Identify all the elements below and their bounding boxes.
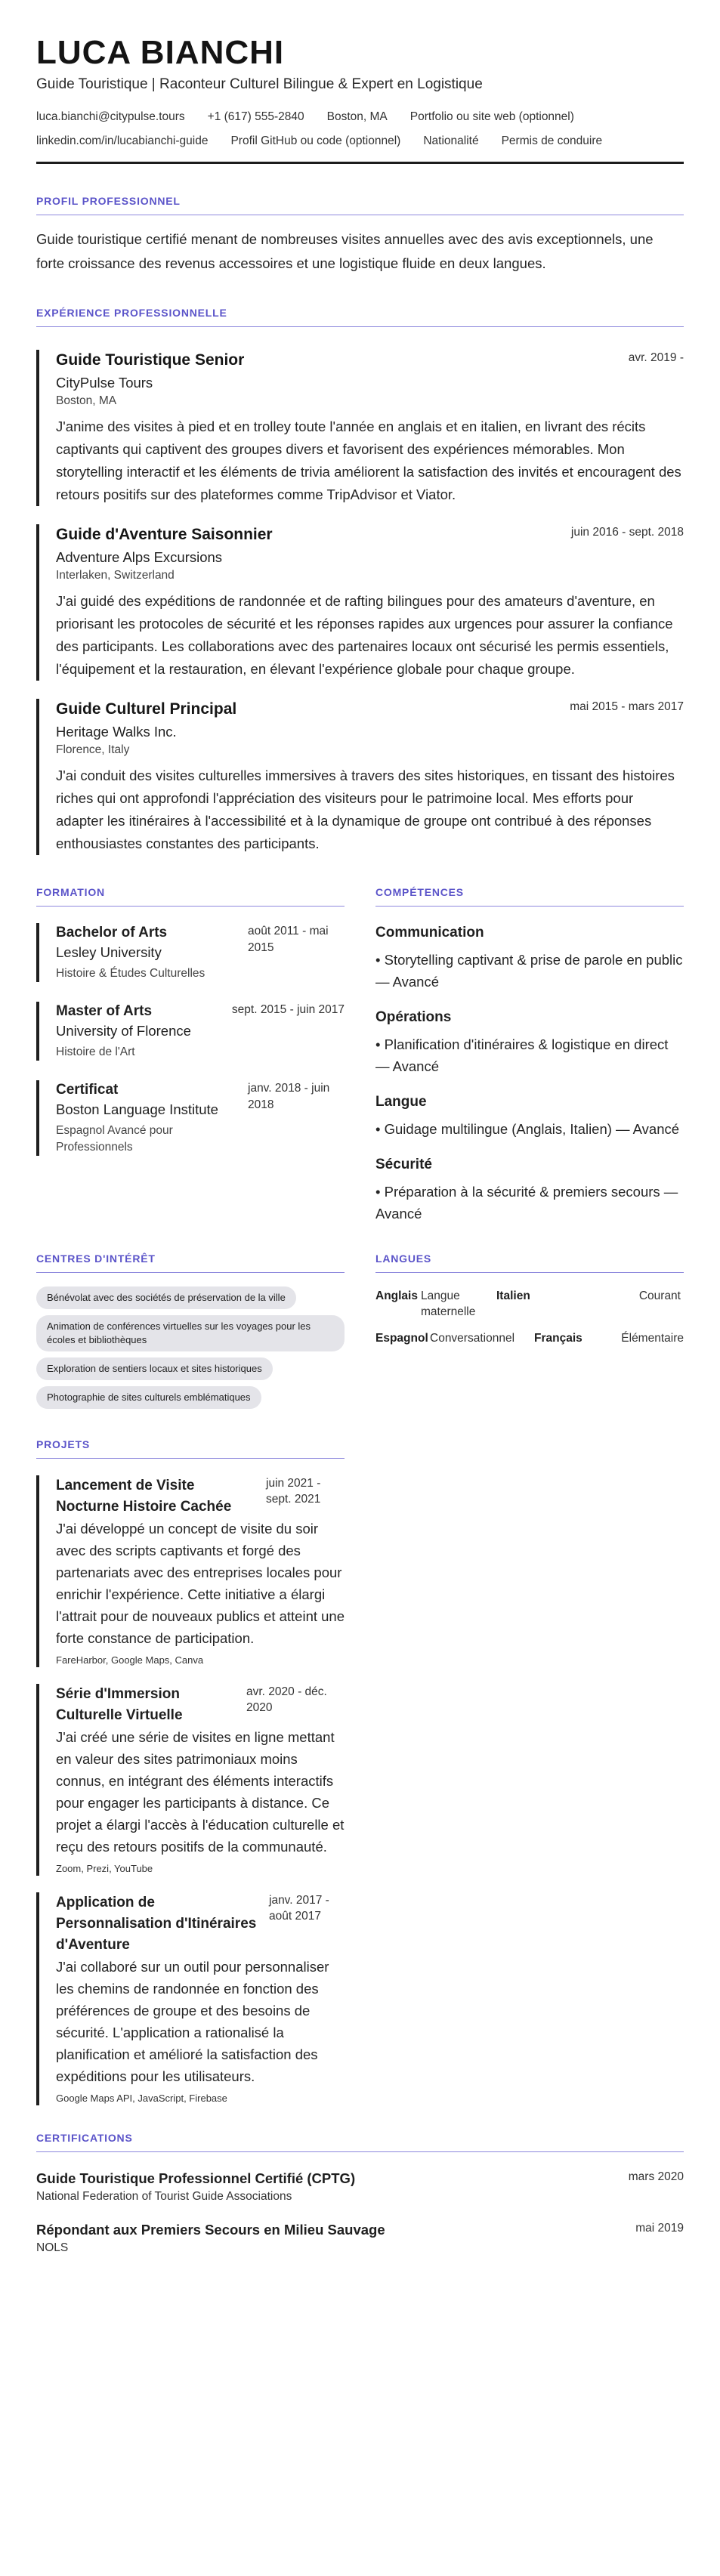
skill-category (375, 1092, 684, 1140)
summary-title: PROFIL PROFESSIONNEL (36, 194, 684, 215)
education-entry (36, 1002, 345, 1061)
certification-date: mars 2020 (628, 2170, 684, 2183)
certification-org: National Federation of Tourist Guide Associations (36, 2190, 292, 2203)
job-company: Heritage Walks Inc. (56, 724, 177, 740)
job-title: Guide Touristique Senior (56, 351, 245, 369)
education-degree: Certificat (56, 1082, 119, 1098)
language-name: Espagnol (375, 1332, 428, 1345)
language-row (375, 1330, 684, 1346)
project-dates: janv. 2017 - août 2017 (269, 1894, 329, 1923)
job-title: Guide d'Aventure Saisonnier (56, 526, 273, 543)
contact-github[interactable]: Profil GitHub ou code (optionnel) (230, 134, 401, 147)
skill-category (375, 923, 684, 993)
project-title: Série d'Immersion Culturelle Virtuelle (56, 1686, 183, 1723)
job-company: Adventure Alps Excursions (56, 549, 223, 565)
education-field: Espagnol Avancé pour Professionnels (56, 1124, 173, 1154)
project-tech: Google Maps API, JavaScript, Firebase (56, 2093, 227, 2104)
skill-item: • Storytelling captivant & prise de parole en public — Avancé (375, 952, 683, 990)
education-school: Boston Language Institute (56, 1101, 218, 1117)
interest-pill: Exploration de sentiers locaux et sites historiques (36, 1357, 273, 1380)
certification-date: mai 2019 (635, 2222, 684, 2235)
interests-title: CENTRES D'INTÉRÊT (36, 1252, 345, 1273)
job-dates: juin 2016 - sept. 2018 (570, 526, 684, 539)
certifications-title: CERTIFICATIONS (36, 2131, 684, 2152)
job-location: Boston, MA (56, 394, 117, 407)
project-description: J'ai créé une série de visites en ligne mettant en valeur des sites patrimoniaux moins connus, en intégrant des éléments interactifs pour engager les participants à distance. Ce projet a élargi l'accès à l'éducation culturelle et reçu des retours positifs de la communauté. (56, 1729, 345, 1855)
job-dates: avr. 2019 - (628, 351, 684, 364)
project-description: J'ai collaboré sur un outil pour personnaliser les chemins de randonnée en fonction des préférences de groupe et des besoins de sécurité. L'application a rationalisé la planification et amélioré la satisfaction des expéditions pour les utilisateurs. (56, 1959, 329, 2084)
certification-entry (36, 2169, 684, 2205)
job-title: Guide Culturel Principal (56, 700, 237, 718)
skills-title: COMPÉTENCES (375, 885, 684, 907)
job-description: J'ai guidé des expéditions de randonnée et de rafting bilingues pour des amateurs d'aventure, en priorisant les protocoles de sécurité et les réponses rapides aux urgences pour assurer la confiance des participants. Les collaborations avec des partenaires locaux ont sécurisé les permis essentiels, l'équipement et la restauration, en élevant l'expérience globale pour chaque groupe. (56, 593, 673, 677)
job-dates: mai 2015 - mars 2017 (570, 700, 684, 713)
job-description: J'anime des visites à pied et en trolley toute l'année en anglais et en italien, en livrant des récits captivants qui captivent des groupes divers et favorisent des expériences mémorables. Mon storytelling interactif et les éléments de trivia améliorent la satisfaction des invités et encouragent des retours positifs sur des plateformes comme TripAdvisor et Viator. (56, 419, 681, 502)
skill-item: • Préparation à la sécurité & premiers secours — Avancé (375, 1184, 678, 1222)
contact-portfolio[interactable]: Portfolio ou site web (optionnel) (409, 110, 574, 123)
education-dates: août 2011 - mai 2015 (248, 925, 329, 954)
experience-title: EXPÉRIENCE PROFESSIONNELLE (36, 306, 684, 327)
project-dates: juin 2021 - sept. 2021 (266, 1477, 321, 1506)
skill-category (375, 1008, 684, 1077)
experience-section (36, 306, 684, 855)
education-entry (36, 1080, 345, 1156)
language-name: Italien (496, 1290, 530, 1302)
job-entry (36, 524, 684, 681)
job-entry (36, 350, 684, 506)
project-entry (36, 1684, 345, 1876)
project-dates: avr. 2020 - déc. 2020 (246, 1685, 327, 1714)
language-level: Élémentaire (621, 1332, 684, 1345)
job-description: J'ai conduit des visites culturelles immersives à travers des sites historiques, en tissant des histoires riches qui ont approfondi l'appréciation des visiteurs pour le patrimoine local. Mes efforts pour adapter les itinéraires à l'accessibilité et à la dynamique de groupe ont contribué à des réponses enthousiastes constantes des participants. (56, 768, 675, 851)
certification-entry (36, 2220, 684, 2256)
interests-section (36, 1252, 345, 1409)
job-location: Interlaken, Switzerland (56, 569, 175, 582)
certifications-section (36, 2131, 684, 2256)
summary-section (36, 194, 684, 276)
project-tech: Zoom, Prezi, YouTube (56, 1863, 153, 1874)
contact-driving-license: Permis de conduire (501, 134, 603, 147)
skill-category (375, 1155, 684, 1225)
education-dates: sept. 2015 - juin 2017 (231, 1003, 345, 1016)
project-title: Application de Personnalisation d'Itinéraires d'Aventure (56, 1895, 257, 1953)
candidate-headline: Guide Touristique | Raconteur Culturel Bilingue & Expert en Logistique (36, 76, 483, 92)
languages-title: LANGUES (375, 1252, 684, 1273)
education-dates: janv. 2018 - juin 2018 (248, 1082, 330, 1111)
interest-pill: Bénévolat avec des sociétés de préservation de la ville (36, 1286, 296, 1309)
projects-section (36, 1438, 345, 2105)
education-field: Histoire de l'Art (56, 1046, 135, 1058)
project-title: Lancement de Visite Nocturne Histoire Cachée (56, 1478, 232, 1515)
project-entry (36, 1892, 345, 2105)
language-level: Conversationnel (430, 1332, 515, 1345)
project-tech: FareHarbor, Google Maps, Canva (56, 1654, 204, 1666)
contact-linkedin[interactable]: linkedin.com/in/lucabianchi-guide (36, 134, 209, 147)
resume-header (36, 33, 684, 164)
contact-location: Boston, MA (326, 110, 388, 123)
skills-section (375, 885, 684, 1225)
education-entry (36, 923, 345, 982)
skill-category-name: Opérations (375, 1009, 452, 1025)
interests-languages-row (36, 1252, 684, 1409)
project-description: J'ai développé un concept de visite du soir avec des scripts captivants et forgé des partenariats avec des entreprises locales pour enrichir l'expérience. Cette initiative a élargi l'attrait pour de nouveaux publics et atteint une forte constance de participation. (56, 1521, 345, 1646)
languages-section (375, 1252, 684, 1409)
contact-email[interactable]: luca.bianchi@citypulse.tours (36, 110, 185, 123)
interest-pill: Photographie de sites culturels emblématiques (36, 1386, 261, 1409)
certification-name: Guide Touristique Professionnel Certifié (CPTG) (36, 2170, 356, 2186)
contact-nationality: Nationalité (423, 134, 479, 147)
contact-phone[interactable]: +1 (617) 555-2840 (207, 110, 304, 123)
skill-category-name: Communication (375, 925, 484, 941)
education-school: Lesley University (56, 944, 162, 960)
language-row (375, 1288, 684, 1320)
job-location: Florence, Italy (56, 743, 130, 756)
skill-item: • Planification d'itinéraires & logistique en direct — Avancé (375, 1036, 669, 1074)
skill-category-name: Langue (375, 1094, 427, 1110)
skill-category-name: Sécurité (375, 1157, 432, 1172)
education-field: Histoire & Études Culturelles (56, 967, 205, 980)
header-divider (36, 162, 684, 164)
certification-name: Répondant aux Premiers Secours en Milieu Sauvage (36, 2222, 385, 2238)
projects-title: PROJETS (36, 1438, 345, 1459)
skill-item: • Guidage multilingue (Anglais, Italien) — Avancé (375, 1121, 680, 1137)
summary-text: Guide touristique certifié menant de nombreuses visites annuelles avec des avis exceptionnels, une forte croissance des revenus accessoires et une logistique fluide en deux langues. (36, 231, 654, 271)
education-degree: Master of Arts (56, 1003, 153, 1019)
job-entry (36, 699, 684, 855)
certification-org: NOLS (36, 2241, 69, 2254)
contact-list (36, 109, 684, 150)
candidate-name: LUCA BIANCHI (36, 34, 285, 71)
education-title: FORMATION (36, 885, 345, 907)
education-school: University of Florence (56, 1023, 191, 1039)
job-company: CityPulse Tours (56, 375, 153, 391)
language-level: Langue maternelle (421, 1290, 476, 1318)
education-section (36, 885, 345, 1225)
language-name: Français (534, 1332, 582, 1345)
project-entry (36, 1475, 345, 1667)
language-name: Anglais (375, 1290, 418, 1302)
language-level: Courant (638, 1290, 681, 1302)
education-skills-row (36, 885, 684, 1225)
interest-pill: Animation de conférences virtuelles sur les voyages pour les écoles et bibliothèques (36, 1315, 345, 1351)
education-degree: Bachelor of Arts (56, 925, 168, 941)
